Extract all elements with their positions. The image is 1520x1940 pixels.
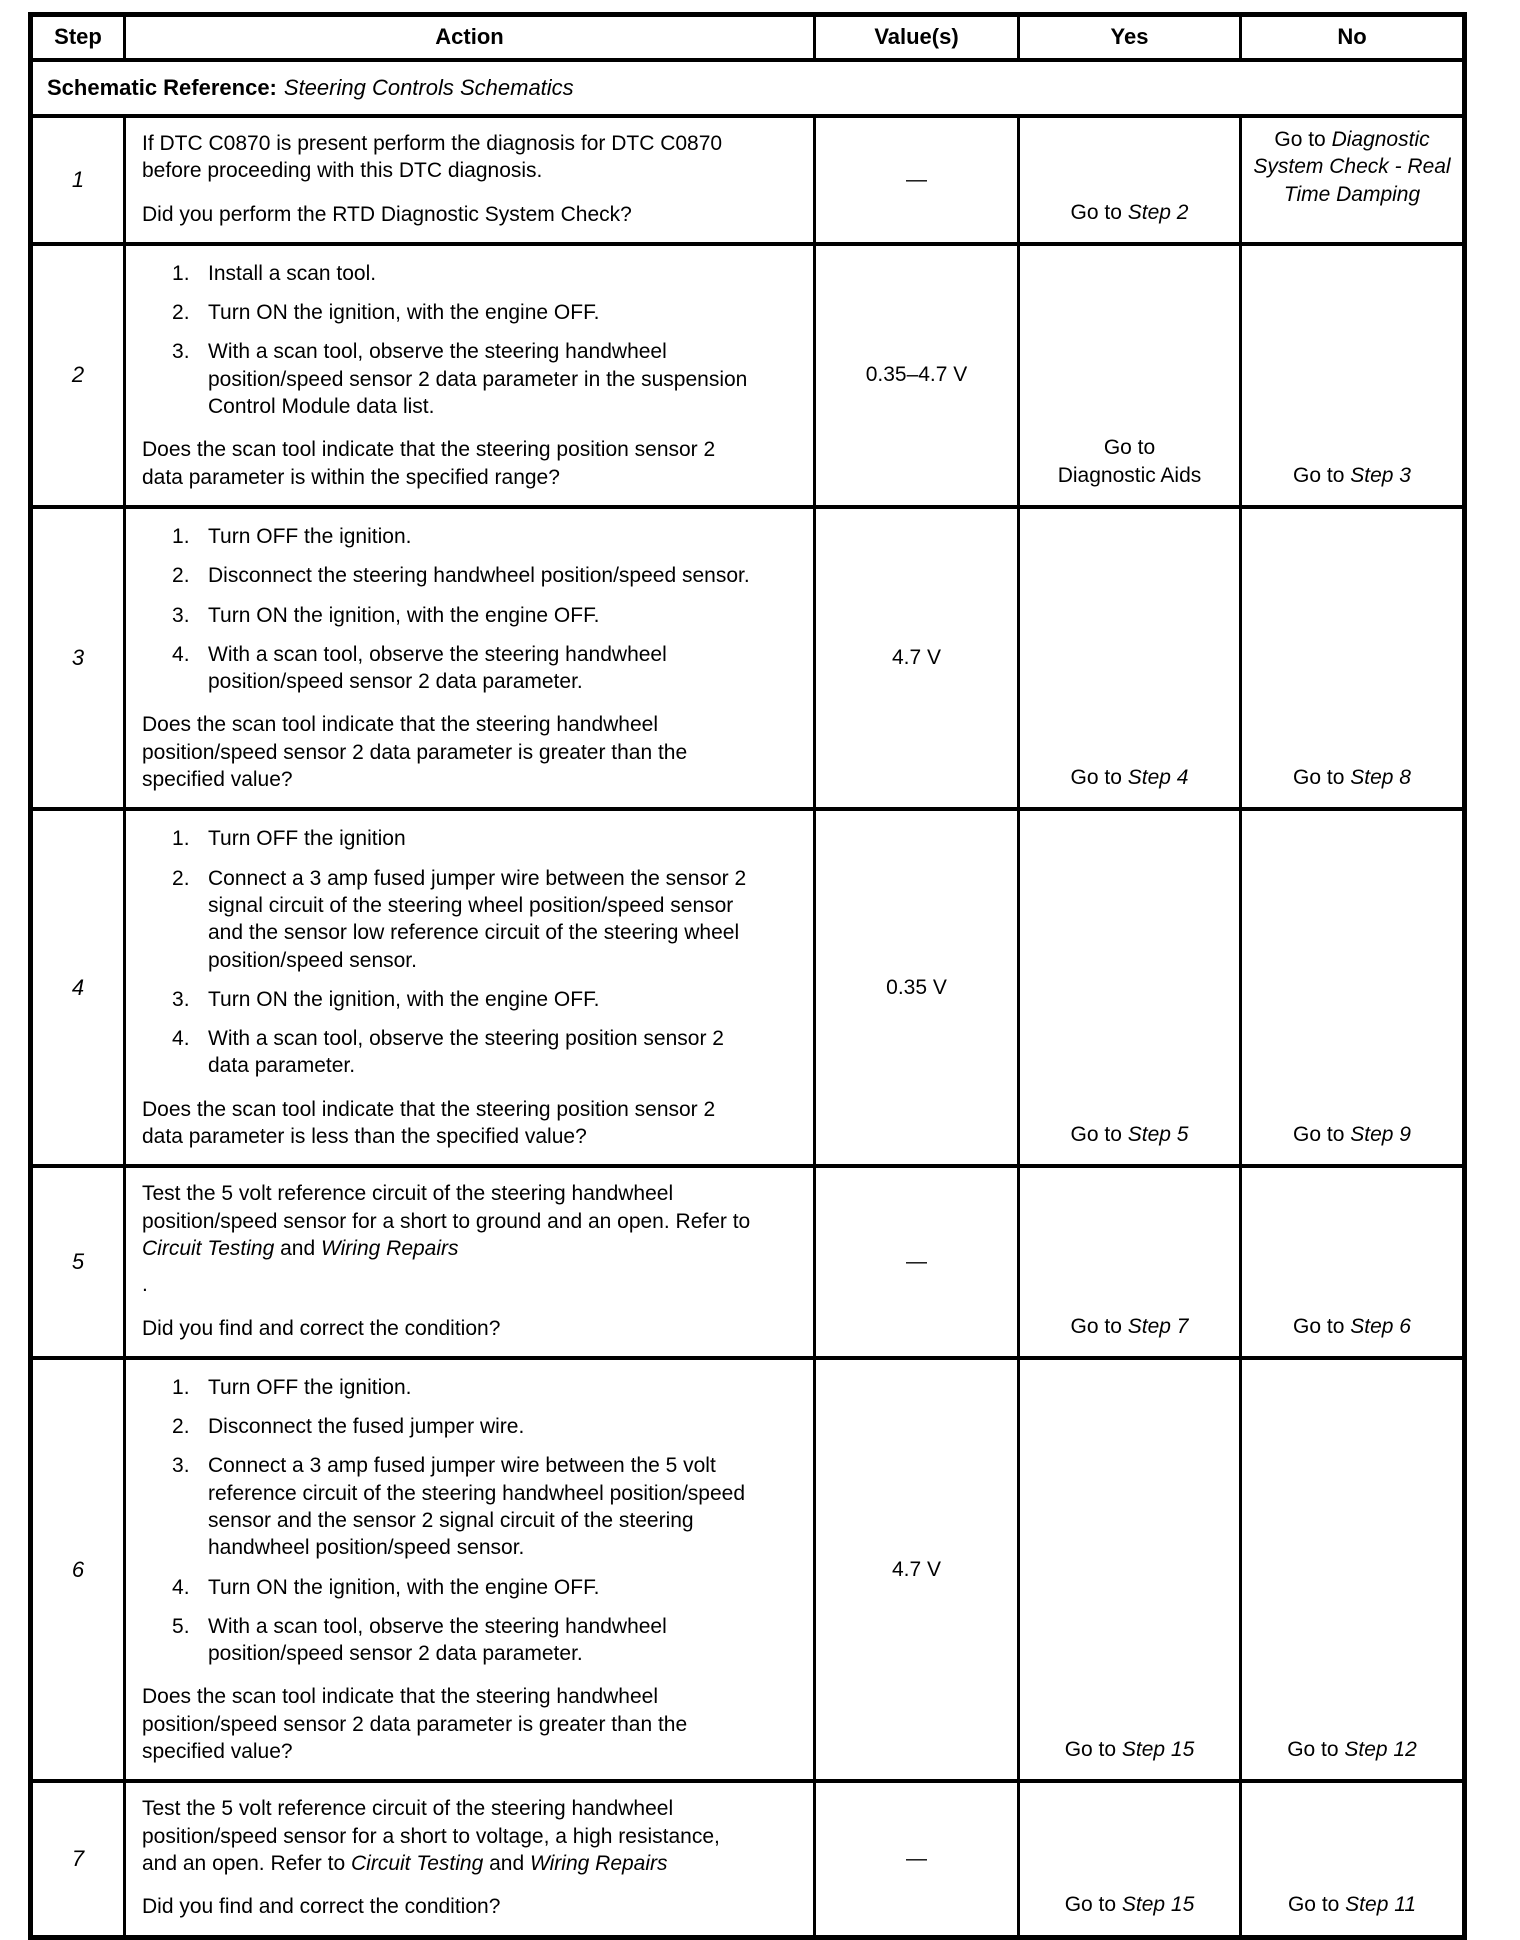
text-segment: . — [142, 1273, 148, 1297]
yes-cell — [1019, 507, 1241, 809]
action-paragraph — [142, 1271, 753, 1298]
schematic-reference-value: Steering Controls Schematics — [283, 75, 574, 100]
text-segment: Diagnostic System Check - Real Time Damping — [1253, 128, 1451, 206]
step-number-cell: 5 — [31, 1166, 125, 1357]
action-cell — [125, 1358, 815, 1782]
text-segment: Turn OFF the ignition. — [208, 1375, 412, 1399]
text-segment: Step 15 — [1121, 1893, 1195, 1917]
text-segment: Turn ON the ignition, with the engine OFF. — [208, 987, 600, 1011]
col-header-action: Action — [125, 15, 815, 61]
diagnostic-table — [28, 12, 1467, 1940]
step-number-cell: 2 — [31, 244, 125, 507]
col-header-step: Step — [31, 15, 125, 61]
text-segment: Step 15 — [1121, 1738, 1195, 1762]
text-segment: Does the scan tool indicate that the steering handwheel position/speed sensor 2 data parameter is greater than the specified value? — [142, 1685, 688, 1764]
value-cell: — — [815, 116, 1019, 244]
action-cell — [125, 1166, 815, 1357]
text-segment: Connect a 3 amp fused jumper wire between the 5 volt reference circuit of the steering handwheel position/speed sensor and the sensor 2 signal circuit of the steering handwheel position/speed sensor. — [208, 1454, 745, 1560]
question-text — [142, 436, 753, 491]
text-segment: Circuit Testing — [142, 1236, 275, 1260]
action-list-item — [172, 1574, 753, 1601]
step-row — [31, 507, 1465, 809]
value-cell: 4.7 V — [815, 1358, 1019, 1782]
text-segment: Go to — [1064, 1893, 1122, 1917]
text-segment: Go to — [1293, 1314, 1351, 1338]
schematic-reference-label: Schematic Reference: — [47, 75, 277, 100]
schematic-reference-row — [31, 60, 1465, 116]
text-segment: Turn ON the ignition, with the engine OFF. — [208, 1575, 600, 1599]
no-cell — [1241, 1781, 1465, 1937]
col-header-yes: Yes — [1019, 15, 1241, 61]
step-row — [31, 1166, 1465, 1357]
text-segment: Go to — [1274, 128, 1332, 151]
action-list-item — [172, 1452, 753, 1561]
action-paragraph — [142, 130, 753, 185]
text-segment: Turn OFF the ignition — [208, 827, 406, 851]
text-segment: Disconnect the fused jumper wire. — [208, 1415, 525, 1439]
text-segment: Step 7 — [1127, 1314, 1189, 1338]
yes-cell — [1019, 809, 1241, 1166]
action-list — [142, 825, 753, 1079]
text-segment: Step 4 — [1127, 766, 1189, 790]
no-cell — [1241, 1166, 1465, 1357]
text-segment: Step 3 — [1350, 463, 1411, 487]
no-cell — [1241, 244, 1465, 507]
text-segment: Step 2 — [1127, 200, 1189, 224]
text-segment: Disconnect the steering handwheel position/speed sensor. — [208, 564, 750, 588]
text-segment: Did you find and correct the condition? — [142, 1895, 501, 1919]
step-number-cell: 6 — [31, 1358, 125, 1782]
text-segment: Go to — [1070, 1123, 1128, 1147]
no-cell — [1241, 116, 1465, 244]
col-header-values: Value(s) — [815, 15, 1019, 61]
text-segment: With a scan tool, observe the steering handwheel position/speed sensor 2 data parameter. — [208, 1614, 667, 1666]
text-segment: Step 12 — [1344, 1738, 1417, 1762]
action-paragraph — [142, 1180, 753, 1262]
text-segment: Did you perform the RTD Diagnostic System Check? — [142, 202, 632, 226]
text-segment: Does the scan tool indicate that the steering position sensor 2 data parameter is less than the specified value? — [142, 1097, 716, 1149]
col-header-no: No — [1241, 15, 1465, 61]
text-segment: With a scan tool, observe the steering handwheel position/speed sensor 2 data parameter in the suspension Control Module data list. — [208, 340, 748, 419]
text-segment: Go to — [1070, 200, 1128, 224]
action-list-item — [172, 260, 753, 287]
text-segment: and — [483, 1851, 530, 1875]
text-segment: Wiring Repairs — [321, 1236, 459, 1260]
step-row — [31, 116, 1465, 244]
action-cell — [125, 116, 815, 244]
step-number-cell: 4 — [31, 809, 125, 1166]
schematic-reference-cell — [31, 60, 1465, 116]
text-segment: Turn ON the ignition, with the engine OFF. — [208, 603, 600, 627]
value-cell: 0.35 V — [815, 809, 1019, 1166]
text-segment: Go to — [1287, 1738, 1345, 1762]
question-text — [142, 1893, 753, 1920]
text-segment: Step 8 — [1350, 766, 1411, 790]
step-row — [31, 809, 1465, 1166]
action-list-item — [172, 825, 753, 852]
text-segment: Step 11 — [1345, 1893, 1417, 1917]
yes-cell — [1019, 1166, 1241, 1357]
action-cell — [125, 1781, 815, 1937]
action-cell — [125, 507, 815, 809]
action-list — [142, 523, 753, 695]
text-segment: Turn OFF the ignition. — [208, 524, 412, 548]
manual-page — [0, 12, 1520, 1940]
action-list-item — [172, 523, 753, 550]
yes-cell — [1019, 116, 1241, 244]
action-cell — [125, 244, 815, 507]
text-segment: Did you find and correct the condition? — [142, 1316, 501, 1340]
action-list-item — [172, 1413, 753, 1440]
value-cell: 0.35–4.7 V — [815, 244, 1019, 507]
value-cell: 4.7 V — [815, 507, 1019, 809]
question-text — [142, 1096, 753, 1151]
text-segment: Does the scan tool indicate that the steering position sensor 2 data parameter is within the specified range? — [142, 438, 716, 489]
text-segment: Go to — [1070, 1314, 1128, 1338]
action-list-item — [172, 1613, 753, 1668]
action-list-item — [172, 865, 753, 974]
text-segment: Go to — [1293, 766, 1351, 790]
text-segment: Does the scan tool indicate that the steering handwheel position/speed sensor 2 data parameter is greater than the specified value? — [142, 713, 688, 792]
action-list-item — [172, 1025, 753, 1080]
text-segment: Wiring Repairs — [530, 1851, 668, 1875]
no-cell — [1241, 809, 1465, 1166]
action-list-item — [172, 562, 753, 589]
text-segment: With a scan tool, observe the steering position sensor 2 data parameter. — [208, 1027, 724, 1078]
table-body — [31, 60, 1465, 1937]
table-header-row — [31, 15, 1465, 61]
action-list-item — [172, 299, 753, 326]
text-segment: Diagnostic Aids — [1057, 463, 1202, 487]
text-segment: Step 9 — [1350, 1123, 1411, 1147]
text-segment: Go to — [1103, 436, 1156, 460]
text-segment: and — [274, 1236, 321, 1260]
text-segment: Go to — [1293, 1123, 1351, 1147]
value-cell: — — [815, 1166, 1019, 1357]
text-segment: Go to — [1064, 1738, 1122, 1762]
action-list-item — [172, 641, 753, 696]
text-segment: Go to — [1287, 1893, 1346, 1917]
text-segment: Connect a 3 amp fused jumper wire between the sensor 2 signal circuit of the steering wheel position/speed sensor and the sensor low reference circuit of the steering wheel position/speed sensor. — [208, 866, 747, 972]
action-list-item — [172, 338, 753, 420]
question-text — [142, 711, 753, 793]
action-list-item — [172, 1374, 753, 1401]
text-segment: With a scan tool, observe the steering handwheel position/speed sensor 2 data parameter. — [208, 642, 667, 694]
yes-cell — [1019, 244, 1241, 507]
step-number-cell: 3 — [31, 507, 125, 809]
action-list-item — [172, 986, 753, 1013]
action-paragraph — [142, 1795, 753, 1877]
question-text — [142, 1683, 753, 1765]
yes-cell — [1019, 1781, 1241, 1937]
text-segment: Circuit Testing — [351, 1851, 484, 1875]
text-segment: Step 6 — [1350, 1314, 1411, 1338]
step-row — [31, 1358, 1465, 1782]
action-cell — [125, 809, 815, 1166]
yes-cell — [1019, 1358, 1241, 1782]
action-list-item — [172, 602, 753, 629]
action-list — [142, 260, 753, 420]
text-segment: Go to — [1293, 463, 1351, 487]
step-row — [31, 244, 1465, 507]
value-cell: — — [815, 1781, 1019, 1937]
text-segment: Turn ON the ignition, with the engine OFF. — [208, 301, 600, 325]
step-number-cell: 7 — [31, 1781, 125, 1937]
text-segment: Step 5 — [1127, 1123, 1189, 1147]
step-row — [31, 1781, 1465, 1937]
text-segment: Go to — [1070, 766, 1128, 790]
text-segment: If DTC C0870 is present perform the diagnosis for DTC C0870 before proceeding with this DTC diagnosis. — [142, 132, 723, 183]
no-cell — [1241, 507, 1465, 809]
text-segment: Install a scan tool. — [208, 261, 377, 285]
text-segment: Test the 5 volt reference circuit of the steering handwheel position/speed sensor for a short to ground and an open. Refer to — [142, 1182, 751, 1233]
step-number-cell: 1 — [31, 116, 125, 244]
action-list — [142, 1374, 753, 1668]
question-text — [142, 1315, 753, 1342]
question-text — [142, 201, 753, 228]
no-cell — [1241, 1358, 1465, 1782]
text-segment: Test the 5 volt reference circuit of the steering handwheel position/speed sensor for a short to voltage, a high resistance, and an open. Refer to — [142, 1797, 720, 1875]
